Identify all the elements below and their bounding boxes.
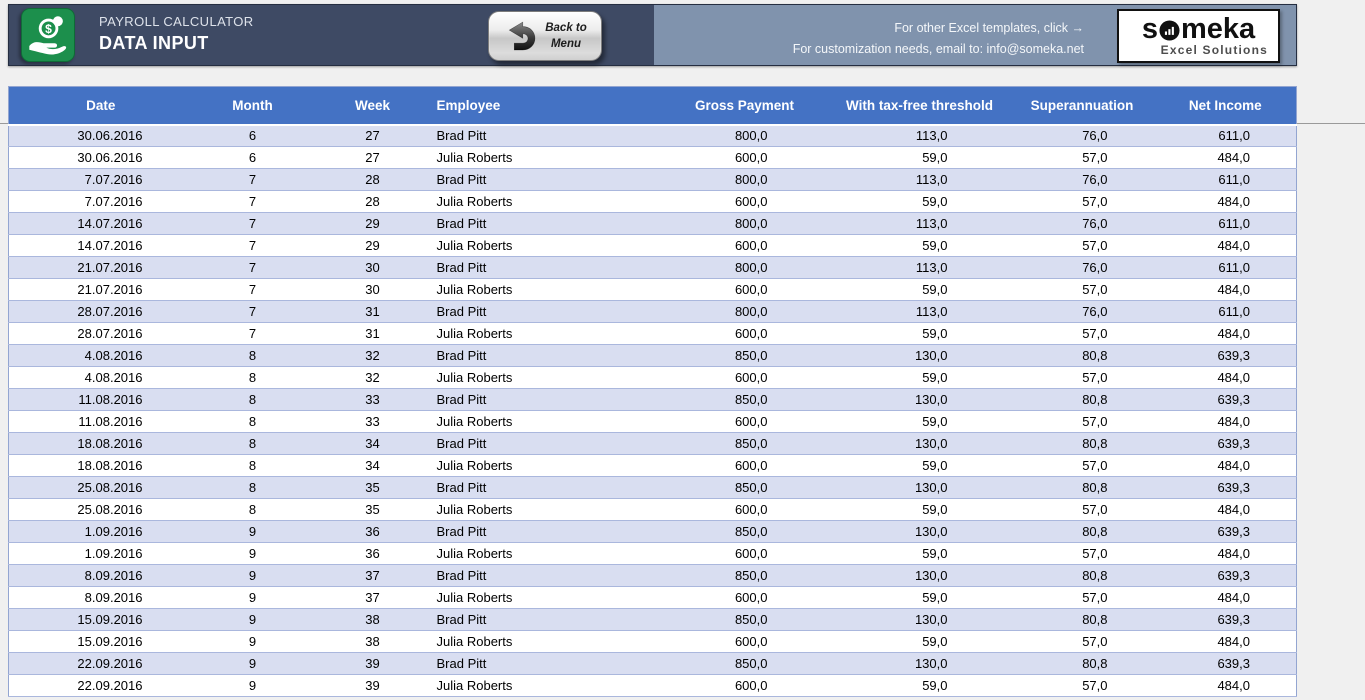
cell-gross-payment[interactable]: 600,0	[660, 279, 830, 301]
cell-employee[interactable]: Brad Pitt	[433, 433, 660, 455]
column-header-month: Month	[193, 87, 313, 125]
cell-week[interactable]: 37	[313, 587, 433, 609]
someka-logo	[1117, 9, 1280, 63]
cell-gross-payment[interactable]: 850,0	[660, 653, 830, 675]
cell-date[interactable]: 18.08.2016	[9, 455, 193, 477]
cell-superannuation[interactable]: 57,0	[1010, 367, 1155, 389]
cell-week[interactable]: 28	[313, 191, 433, 213]
cell-month[interactable]: 8	[193, 367, 313, 389]
cell-employee[interactable]: Julia Roberts	[433, 587, 660, 609]
cell-gross-payment[interactable]: 800,0	[660, 169, 830, 191]
cell-superannuation[interactable]: 57,0	[1010, 631, 1155, 653]
cell-tax-free-threshold[interactable]: 59,0	[830, 587, 1010, 609]
table-row	[9, 477, 1297, 499]
cell-tax-free-threshold[interactable]: 113,0	[830, 169, 1010, 191]
cell-net-income[interactable]: 484,0	[1155, 235, 1297, 257]
cell-tax-free-threshold[interactable]: 59,0	[830, 499, 1010, 521]
cell-superannuation[interactable]: 76,0	[1010, 169, 1155, 191]
cell-tax-free-threshold[interactable]: 130,0	[830, 477, 1010, 499]
cell-gross-payment[interactable]: 600,0	[660, 631, 830, 653]
cell-date[interactable]: 15.09.2016	[9, 631, 193, 653]
cell-gross-payment[interactable]: 850,0	[660, 521, 830, 543]
cell-date[interactable]: 14.07.2016	[9, 235, 193, 257]
promo-text	[793, 18, 1084, 60]
templates-link[interactable]: For other Excel templates, click →	[894, 21, 1084, 35]
cell-employee[interactable]: Brad Pitt	[433, 345, 660, 367]
cell-employee[interactable]: Julia Roberts	[433, 499, 660, 521]
table-row	[9, 587, 1297, 609]
cell-date[interactable]: 22.09.2016	[9, 653, 193, 675]
cell-month[interactable]: 8	[193, 455, 313, 477]
cell-employee[interactable]: Brad Pitt	[433, 257, 660, 279]
cell-week[interactable]: 32	[313, 367, 433, 389]
column-header-date: Date	[9, 87, 193, 125]
cell-gross-payment[interactable]: 600,0	[660, 367, 830, 389]
table-row	[9, 279, 1297, 301]
table-row	[9, 301, 1297, 323]
cell-superannuation[interactable]: 57,0	[1010, 411, 1155, 433]
cell-week[interactable]: 34	[313, 433, 433, 455]
cell-superannuation[interactable]: 76,0	[1010, 301, 1155, 323]
table-row	[9, 367, 1297, 389]
cell-gross-payment[interactable]: 850,0	[660, 565, 830, 587]
cell-date[interactable]: 21.07.2016	[9, 279, 193, 301]
cell-net-income[interactable]: 639,3	[1155, 345, 1297, 367]
cell-tax-free-threshold[interactable]: 59,0	[830, 191, 1010, 213]
cell-tax-free-threshold[interactable]: 130,0	[830, 433, 1010, 455]
cell-month[interactable]: 6	[193, 147, 313, 169]
table-row	[9, 323, 1297, 345]
column-header-week: Week	[313, 87, 433, 125]
cell-employee[interactable]: Brad Pitt	[433, 389, 660, 411]
cell-employee[interactable]: Julia Roberts	[433, 455, 660, 477]
cell-employee[interactable]: Julia Roberts	[433, 235, 660, 257]
cell-date[interactable]: 15.09.2016	[9, 609, 193, 631]
cell-tax-free-threshold[interactable]: 59,0	[830, 235, 1010, 257]
cell-superannuation[interactable]: 57,0	[1010, 455, 1155, 477]
cell-month[interactable]: 9	[193, 543, 313, 565]
cell-month[interactable]: 7	[193, 301, 313, 323]
cell-superannuation[interactable]: 80,8	[1010, 609, 1155, 631]
page-title: DATA INPUT	[99, 33, 209, 53]
cell-superannuation[interactable]: 80,8	[1010, 521, 1155, 543]
cell-gross-payment[interactable]: 850,0	[660, 609, 830, 631]
cell-gross-payment[interactable]: 800,0	[660, 301, 830, 323]
cell-net-income[interactable]: 484,0	[1155, 411, 1297, 433]
cell-gross-payment[interactable]: 800,0	[660, 257, 830, 279]
cell-month[interactable]: 9	[193, 587, 313, 609]
cell-tax-free-threshold[interactable]: 113,0	[830, 257, 1010, 279]
cell-superannuation[interactable]: 57,0	[1010, 235, 1155, 257]
cell-week[interactable]: 36	[313, 521, 433, 543]
cell-month[interactable]: 9	[193, 675, 313, 697]
cell-month[interactable]: 7	[193, 323, 313, 345]
cell-tax-free-threshold[interactable]: 113,0	[830, 125, 1010, 147]
cell-gross-payment[interactable]: 600,0	[660, 191, 830, 213]
cell-employee[interactable]: Julia Roberts	[433, 191, 660, 213]
cell-gross-payment[interactable]: 850,0	[660, 389, 830, 411]
payroll-table	[8, 86, 1297, 697]
cell-gross-payment[interactable]: 600,0	[660, 455, 830, 477]
cell-week[interactable]: 32	[313, 345, 433, 367]
cell-month[interactable]: 9	[193, 565, 313, 587]
cell-net-income[interactable]: 639,3	[1155, 433, 1297, 455]
cell-date[interactable]: 28.07.2016	[9, 301, 193, 323]
table-row	[9, 147, 1297, 169]
table-row	[9, 235, 1297, 257]
cell-net-income[interactable]: 639,3	[1155, 389, 1297, 411]
cell-net-income[interactable]: 484,0	[1155, 279, 1297, 301]
cell-tax-free-threshold[interactable]: 130,0	[830, 653, 1010, 675]
cell-net-income[interactable]: 484,0	[1155, 323, 1297, 345]
cell-net-income[interactable]: 639,3	[1155, 477, 1297, 499]
cell-month[interactable]: 9	[193, 521, 313, 543]
cell-net-income[interactable]: 611,0	[1155, 257, 1297, 279]
cell-superannuation[interactable]: 57,0	[1010, 587, 1155, 609]
cell-date[interactable]: 30.06.2016	[9, 147, 193, 169]
column-header-tax-free-threshold: With tax-free threshold	[830, 87, 1010, 125]
cell-date[interactable]: 28.07.2016	[9, 323, 193, 345]
cell-week[interactable]: 31	[313, 301, 433, 323]
cell-tax-free-threshold[interactable]: 113,0	[830, 301, 1010, 323]
table-row	[9, 345, 1297, 367]
cell-net-income[interactable]: 484,0	[1155, 191, 1297, 213]
column-header-gross-payment: Gross Payment	[660, 87, 830, 125]
cell-month[interactable]: 7	[193, 279, 313, 301]
cell-superannuation[interactable]: 76,0	[1010, 257, 1155, 279]
cell-employee[interactable]: Brad Pitt	[433, 301, 660, 323]
cell-date[interactable]: 1.09.2016	[9, 543, 193, 565]
table-row	[9, 169, 1297, 191]
cell-net-income[interactable]: 484,0	[1155, 631, 1297, 653]
cell-date[interactable]: 25.08.2016	[9, 477, 193, 499]
cell-date[interactable]: 7.07.2016	[9, 169, 193, 191]
cell-gross-payment[interactable]: 600,0	[660, 543, 830, 565]
cell-date[interactable]: 1.09.2016	[9, 521, 193, 543]
cell-superannuation[interactable]: 76,0	[1010, 213, 1155, 235]
table-row	[9, 521, 1297, 543]
cell-net-income[interactable]: 484,0	[1155, 499, 1297, 521]
table-row	[9, 125, 1297, 147]
cell-gross-payment[interactable]: 800,0	[660, 125, 830, 147]
cell-net-income[interactable]: 639,3	[1155, 565, 1297, 587]
svg-text:$: $	[45, 21, 52, 36]
cell-gross-payment[interactable]: 600,0	[660, 499, 830, 521]
column-header-employee: Employee	[433, 87, 660, 125]
cell-date[interactable]: 7.07.2016	[9, 191, 193, 213]
cell-date[interactable]: 11.08.2016	[9, 389, 193, 411]
cell-week[interactable]: 29	[313, 235, 433, 257]
cell-gross-payment[interactable]: 600,0	[660, 147, 830, 169]
contact-text: For customization needs, email to: info@someka.net	[792, 42, 1084, 56]
cell-date[interactable]: 18.08.2016	[9, 433, 193, 455]
cell-tax-free-threshold[interactable]: 130,0	[830, 565, 1010, 587]
table-row	[9, 213, 1297, 235]
cell-date[interactable]: 8.09.2016	[9, 587, 193, 609]
back-to-menu-button[interactable]	[488, 11, 602, 61]
cell-week[interactable]: 28	[313, 169, 433, 191]
cell-month[interactable]: 9	[193, 609, 313, 631]
cell-tax-free-threshold[interactable]: 59,0	[830, 323, 1010, 345]
cell-month[interactable]: 7	[193, 235, 313, 257]
cell-employee[interactable]: Julia Roberts	[433, 675, 660, 697]
cell-month[interactable]: 8	[193, 411, 313, 433]
cell-tax-free-threshold[interactable]: 59,0	[830, 631, 1010, 653]
cell-week[interactable]: 38	[313, 609, 433, 631]
column-header-net-income: Net Income	[1155, 87, 1297, 125]
cell-employee[interactable]: Julia Roberts	[433, 367, 660, 389]
cell-gross-payment[interactable]: 600,0	[660, 323, 830, 345]
cell-month[interactable]: 8	[193, 499, 313, 521]
cell-date[interactable]: 30.06.2016	[9, 125, 193, 147]
cell-tax-free-threshold[interactable]: 130,0	[830, 345, 1010, 367]
cell-employee[interactable]: Julia Roberts	[433, 147, 660, 169]
logo-chart-icon	[1159, 20, 1180, 41]
cell-employee[interactable]: Julia Roberts	[433, 543, 660, 565]
cell-date[interactable]: 4.08.2016	[9, 345, 193, 367]
cell-week[interactable]: 37	[313, 565, 433, 587]
cell-gross-payment[interactable]: 850,0	[660, 477, 830, 499]
cell-date[interactable]: 8.09.2016	[9, 565, 193, 587]
cell-week[interactable]: 35	[313, 477, 433, 499]
cell-net-income[interactable]: 484,0	[1155, 367, 1297, 389]
cell-superannuation[interactable]: 57,0	[1010, 191, 1155, 213]
cell-employee[interactable]: Julia Roberts	[433, 411, 660, 433]
cell-month[interactable]: 8	[193, 389, 313, 411]
cell-net-income[interactable]: 639,3	[1155, 521, 1297, 543]
cell-tax-free-threshold[interactable]: 59,0	[830, 675, 1010, 697]
payroll-app-icon	[21, 8, 75, 62]
cell-superannuation[interactable]: 57,0	[1010, 499, 1155, 521]
app-title: PAYROLL CALCULATOR	[99, 14, 254, 29]
cell-week[interactable]: 36	[313, 543, 433, 565]
cell-net-income[interactable]: 484,0	[1155, 675, 1297, 697]
cell-employee[interactable]: Brad Pitt	[433, 213, 660, 235]
cell-employee[interactable]: Brad Pitt	[433, 653, 660, 675]
cell-month[interactable]: 8	[193, 433, 313, 455]
cell-date[interactable]: 4.08.2016	[9, 367, 193, 389]
cell-employee[interactable]: Brad Pitt	[433, 125, 660, 147]
cell-employee[interactable]: Brad Pitt	[433, 609, 660, 631]
cell-net-income[interactable]: 611,0	[1155, 301, 1297, 323]
cell-month[interactable]: 7	[193, 169, 313, 191]
cell-tax-free-threshold[interactable]: 59,0	[830, 147, 1010, 169]
cell-month[interactable]: 7	[193, 191, 313, 213]
cell-week[interactable]: 27	[313, 147, 433, 169]
cell-net-income[interactable]: 611,0	[1155, 213, 1297, 235]
cell-tax-free-threshold[interactable]: 130,0	[830, 609, 1010, 631]
cell-week[interactable]: 30	[313, 257, 433, 279]
cell-month[interactable]: 8	[193, 345, 313, 367]
cell-gross-payment[interactable]: 600,0	[660, 587, 830, 609]
cell-net-income[interactable]: 484,0	[1155, 543, 1297, 565]
cell-month[interactable]: 8	[193, 477, 313, 499]
cell-week[interactable]: 33	[313, 389, 433, 411]
table-row	[9, 499, 1297, 521]
table-body	[9, 125, 1297, 697]
cell-superannuation[interactable]: 80,8	[1010, 345, 1155, 367]
cell-superannuation[interactable]: 76,0	[1010, 125, 1155, 147]
cell-month[interactable]: 6	[193, 125, 313, 147]
cell-tax-free-threshold[interactable]: 130,0	[830, 521, 1010, 543]
cell-gross-payment[interactable]: 600,0	[660, 411, 830, 433]
cell-superannuation[interactable]: 57,0	[1010, 323, 1155, 345]
cell-tax-free-threshold[interactable]: 59,0	[830, 455, 1010, 477]
cell-week[interactable]: 31	[313, 323, 433, 345]
back-arrow-icon	[503, 18, 539, 54]
cell-date[interactable]: 11.08.2016	[9, 411, 193, 433]
cell-employee[interactable]: Julia Roberts	[433, 279, 660, 301]
cell-gross-payment[interactable]: 800,0	[660, 213, 830, 235]
cell-tax-free-threshold[interactable]: 59,0	[830, 279, 1010, 301]
cell-week[interactable]: 30	[313, 279, 433, 301]
cell-employee[interactable]: Brad Pitt	[433, 521, 660, 543]
table-row	[9, 653, 1297, 675]
cell-net-income[interactable]: 639,3	[1155, 653, 1297, 675]
table-row	[9, 389, 1297, 411]
cell-week[interactable]: 27	[313, 125, 433, 147]
cell-month[interactable]: 7	[193, 213, 313, 235]
cell-tax-free-threshold[interactable]: 59,0	[830, 411, 1010, 433]
cell-gross-payment[interactable]: 600,0	[660, 235, 830, 257]
column-header-superannuation: Superannuation	[1010, 87, 1155, 125]
cell-gross-payment[interactable]: 850,0	[660, 433, 830, 455]
cell-tax-free-threshold[interactable]: 130,0	[830, 389, 1010, 411]
logo-brand: s meka	[1141, 12, 1256, 45]
table-row	[9, 565, 1297, 587]
cell-month[interactable]: 9	[193, 631, 313, 653]
logo-tagline: Excel Solutions	[1160, 42, 1268, 57]
cell-superannuation[interactable]: 80,8	[1010, 389, 1155, 411]
cell-date[interactable]: 21.07.2016	[9, 257, 193, 279]
cell-superannuation[interactable]: 57,0	[1010, 543, 1155, 565]
cell-employee[interactable]: Brad Pitt	[433, 477, 660, 499]
cell-superannuation[interactable]: 80,8	[1010, 477, 1155, 499]
table-row	[9, 543, 1297, 565]
cell-week[interactable]: 35	[313, 499, 433, 521]
cell-gross-payment[interactable]: 600,0	[660, 675, 830, 697]
cell-week[interactable]: 33	[313, 411, 433, 433]
cell-week[interactable]: 38	[313, 631, 433, 653]
table-row	[9, 257, 1297, 279]
cell-tax-free-threshold[interactable]: 59,0	[830, 367, 1010, 389]
banner	[8, 4, 1297, 66]
cell-month[interactable]: 7	[193, 257, 313, 279]
cell-superannuation[interactable]: 80,8	[1010, 565, 1155, 587]
table-row	[9, 675, 1297, 697]
cell-superannuation[interactable]: 57,0	[1010, 279, 1155, 301]
cell-date[interactable]: 25.08.2016	[9, 499, 193, 521]
cell-net-income[interactable]: 611,0	[1155, 125, 1297, 147]
cell-week[interactable]: 34	[313, 455, 433, 477]
table-header-row	[9, 87, 1297, 125]
cell-date[interactable]: 22.09.2016	[9, 675, 193, 697]
table-row	[9, 455, 1297, 477]
cell-employee[interactable]: Julia Roberts	[433, 323, 660, 345]
table-row	[9, 609, 1297, 631]
cell-superannuation[interactable]: 80,8	[1010, 653, 1155, 675]
cell-employee[interactable]: Julia Roberts	[433, 631, 660, 653]
cell-net-income[interactable]: 484,0	[1155, 587, 1297, 609]
cell-tax-free-threshold[interactable]: 113,0	[830, 213, 1010, 235]
cell-week[interactable]: 29	[313, 213, 433, 235]
cell-gross-payment[interactable]: 850,0	[660, 345, 830, 367]
cell-tax-free-threshold[interactable]: 59,0	[830, 543, 1010, 565]
cell-net-income[interactable]: 611,0	[1155, 169, 1297, 191]
table-row	[9, 433, 1297, 455]
table-row	[9, 411, 1297, 433]
cell-superannuation[interactable]: 57,0	[1010, 147, 1155, 169]
back-button-label: Back to Menu	[545, 22, 587, 50]
cell-employee[interactable]: Brad Pitt	[433, 169, 660, 191]
hand-coin-icon	[26, 13, 70, 57]
cell-net-income[interactable]: 484,0	[1155, 147, 1297, 169]
table-row	[9, 191, 1297, 213]
cell-superannuation[interactable]: 57,0	[1010, 675, 1155, 697]
cell-week[interactable]: 39	[313, 675, 433, 697]
title-block	[99, 14, 254, 54]
cell-net-income[interactable]: 484,0	[1155, 455, 1297, 477]
cell-superannuation[interactable]: 80,8	[1010, 433, 1155, 455]
cell-week[interactable]: 39	[313, 653, 433, 675]
cell-employee[interactable]: Brad Pitt	[433, 565, 660, 587]
cell-date[interactable]: 14.07.2016	[9, 213, 193, 235]
cell-month[interactable]: 9	[193, 653, 313, 675]
cell-net-income[interactable]: 639,3	[1155, 609, 1297, 631]
table-row	[9, 631, 1297, 653]
